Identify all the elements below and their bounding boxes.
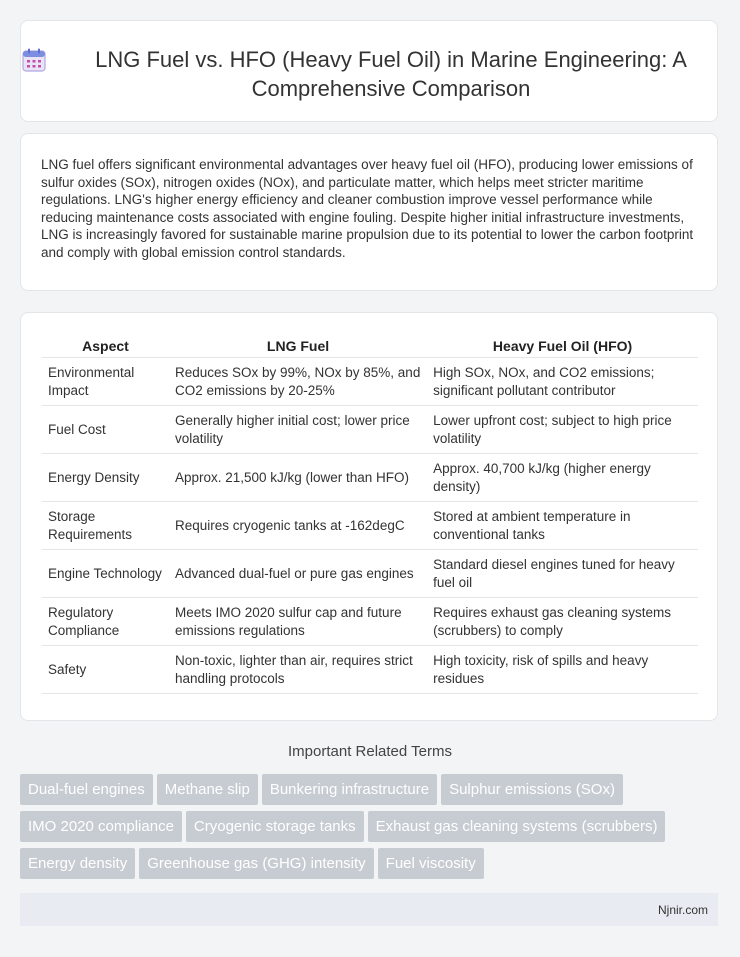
title-card [20, 20, 718, 122]
header-lng: LNG Fuel [266, 338, 330, 354]
row-lng: Reduces SOx by 99%, NOx by 85%, and CO2 emissions by 20-25% [169, 358, 427, 406]
row-aspect: Safety [42, 646, 169, 694]
row-hfo: Stored at ambient temperature in conventional tanks [427, 502, 698, 550]
term-tag[interactable]: Greenhouse gas (GHG) intensity [139, 848, 373, 879]
table-row [42, 550, 698, 598]
row-aspect: Energy Density [42, 454, 169, 502]
term-tag[interactable]: Energy density [20, 848, 135, 879]
table-row [42, 502, 698, 550]
comparison-table [42, 333, 698, 694]
row-aspect: Engine Technology [42, 550, 169, 598]
header-aspect: Aspect [82, 338, 129, 354]
table-row [42, 358, 698, 406]
row-aspect: Environmental Impact [42, 358, 169, 406]
row-hfo: High toxicity, risk of spills and heavy residues [427, 646, 698, 694]
term-tag[interactable]: Bunkering infrastructure [262, 774, 437, 805]
term-tag[interactable]: Sulphur emissions (SOx) [441, 774, 623, 805]
table-row [42, 646, 698, 694]
row-lng: Meets IMO 2020 sulfur cap and future emissions regulations [169, 598, 427, 646]
row-lng: Generally higher initial cost; lower price volatility [169, 406, 427, 454]
comparison-card [20, 312, 718, 721]
row-hfo: High SOx, NOx, and CO2 emissions; significant pollutant contributor [427, 358, 698, 406]
row-hfo: Lower upfront cost; subject to high price volatility [427, 406, 698, 454]
related-terms-list [20, 774, 720, 885]
term-tag[interactable]: Cryogenic storage tanks [186, 811, 364, 842]
intro-paragraph: LNG fuel offers significant environmental advantages over heavy fuel oil (HFO), producing lower emissions of sulfur oxides (SOx), nitrogen oxides (NOx), and particulate matter, which helps meet stricter maritime regulations. LNG's higher energy efficiency and cleaner combustion improve vessel performance while reducing maintenance costs associated with engine fouling. Despite higher initial infrastructure investments, LNG is increasingly favored for sustainable marine propulsion due to its potential to lower the carbon footprint and comply with global emission control standards. [41, 157, 694, 260]
header-hfo: Heavy Fuel Oil (HFO) [492, 338, 633, 354]
footer-site[interactable]: Njnir.com [657, 903, 708, 917]
term-tag[interactable]: Methane slip [157, 774, 258, 805]
row-lng: Advanced dual-fuel or pure gas engines [169, 550, 427, 598]
table-header-row [42, 333, 698, 358]
row-hfo: Requires exhaust gas cleaning systems (scrubbers) to comply [427, 598, 698, 646]
calendar-icon [21, 47, 47, 73]
term-tag[interactable]: Exhaust gas cleaning systems (scrubbers) [368, 811, 666, 842]
row-lng: Requires cryogenic tanks at -162degC [169, 502, 427, 550]
row-aspect: Storage Requirements [42, 502, 169, 550]
term-tag[interactable]: Fuel viscosity [378, 848, 484, 879]
table-row [42, 454, 698, 502]
table-row [42, 598, 698, 646]
term-tag[interactable]: Dual-fuel engines [20, 774, 153, 805]
row-aspect: Fuel Cost [42, 406, 169, 454]
page-title: LNG Fuel vs. HFO (Heavy Fuel Oil) in Marine Engineering: A Comprehensive Comparison [95, 47, 687, 101]
row-lng: Approx. 21,500 kJ/kg (lower than HFO) [169, 454, 427, 502]
intro-card [20, 133, 718, 291]
row-aspect: Regulatory Compliance [42, 598, 169, 646]
term-tag[interactable]: IMO 2020 compliance [20, 811, 182, 842]
row-hfo: Standard diesel engines tuned for heavy fuel oil [427, 550, 698, 598]
related-terms-title: Important Related Terms [288, 743, 452, 760]
table-row [42, 406, 698, 454]
footer [20, 893, 718, 926]
row-hfo: Approx. 40,700 kJ/kg (higher energy density) [427, 454, 698, 502]
row-lng: Non-toxic, lighter than air, requires strict handling protocols [169, 646, 427, 694]
